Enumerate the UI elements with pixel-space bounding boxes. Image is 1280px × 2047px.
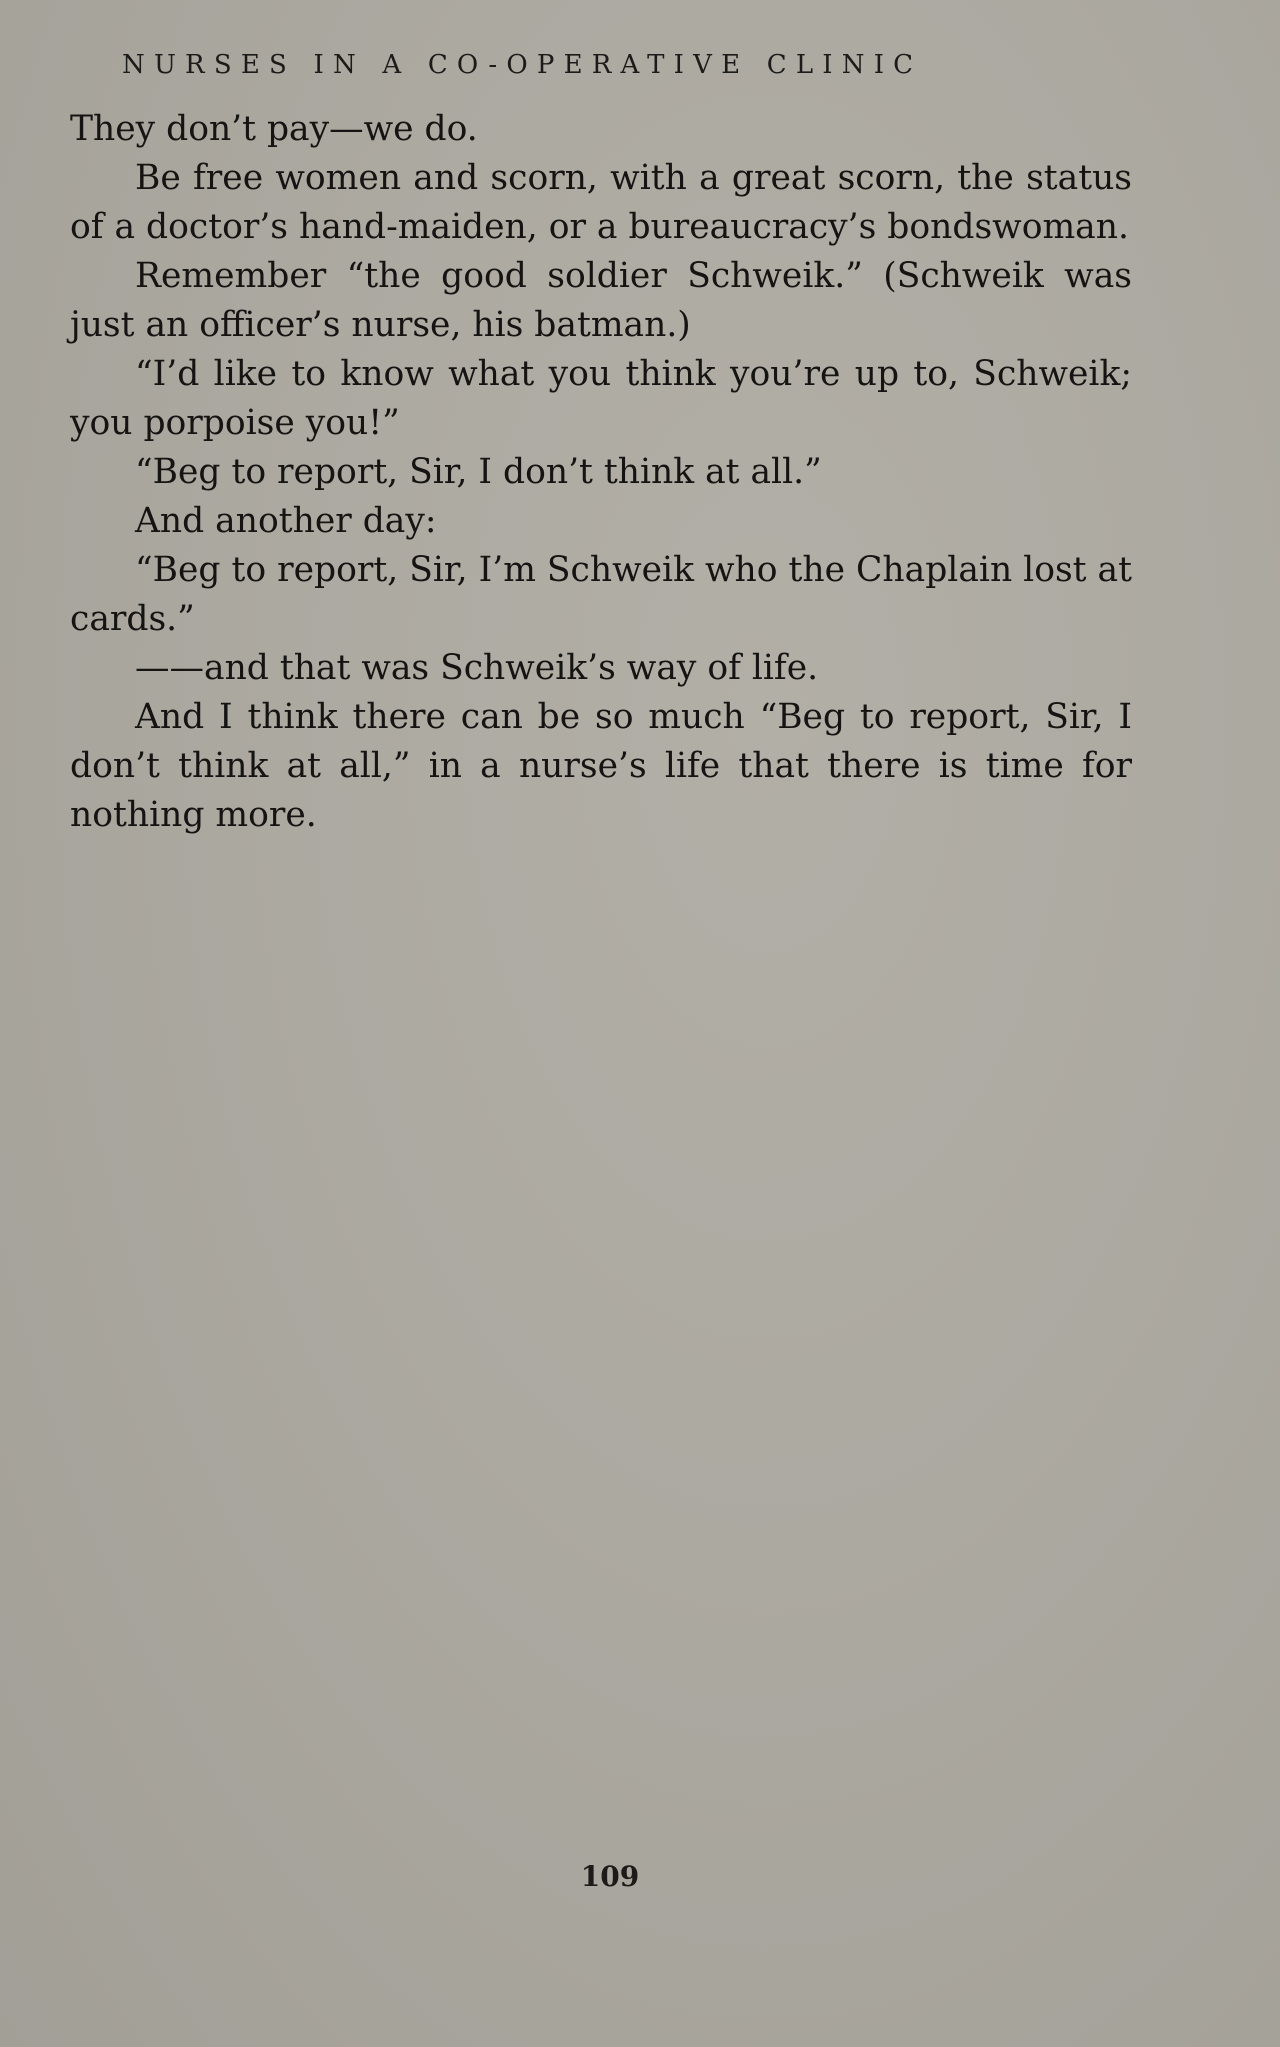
paragraph-3: Remember “the good soldier Schweik.” (Schweik was just an officer’s nurse, his batman.) [70, 256, 1132, 345]
paragraph-9: And I think there can be so much “Beg to report, Sir, I don’t think at all,” in a nurse’s life that there is time for nothing more. [70, 697, 1132, 835]
paragraph-4: “I’d like to know what you think you’re up to, Schweik; you porpoise you!” [70, 354, 1132, 443]
body-text [70, 105, 1132, 840]
paragraph-1: They don’t pay—we do. [70, 109, 478, 149]
paragraph-8: ——and that was Schweik’s way of life. [135, 648, 819, 688]
paragraph-7: “Beg to report, Sir, I’m Schweik who the Chaplain lost at cards.” [70, 550, 1132, 639]
paragraph-6: And another day: [135, 501, 437, 541]
paragraph-5: “Beg to report, Sir, I don’t think at all.” [135, 452, 822, 492]
page-number: 109 [580, 1860, 640, 1893]
paragraph-2: Be free women and scorn, with a great scorn, the status of a doctor’s hand-maiden, or a bureaucracy’s bondswoman. [70, 158, 1132, 247]
running-head: NURSES IN A CO-OPERATIVE CLINIC [122, 50, 923, 80]
